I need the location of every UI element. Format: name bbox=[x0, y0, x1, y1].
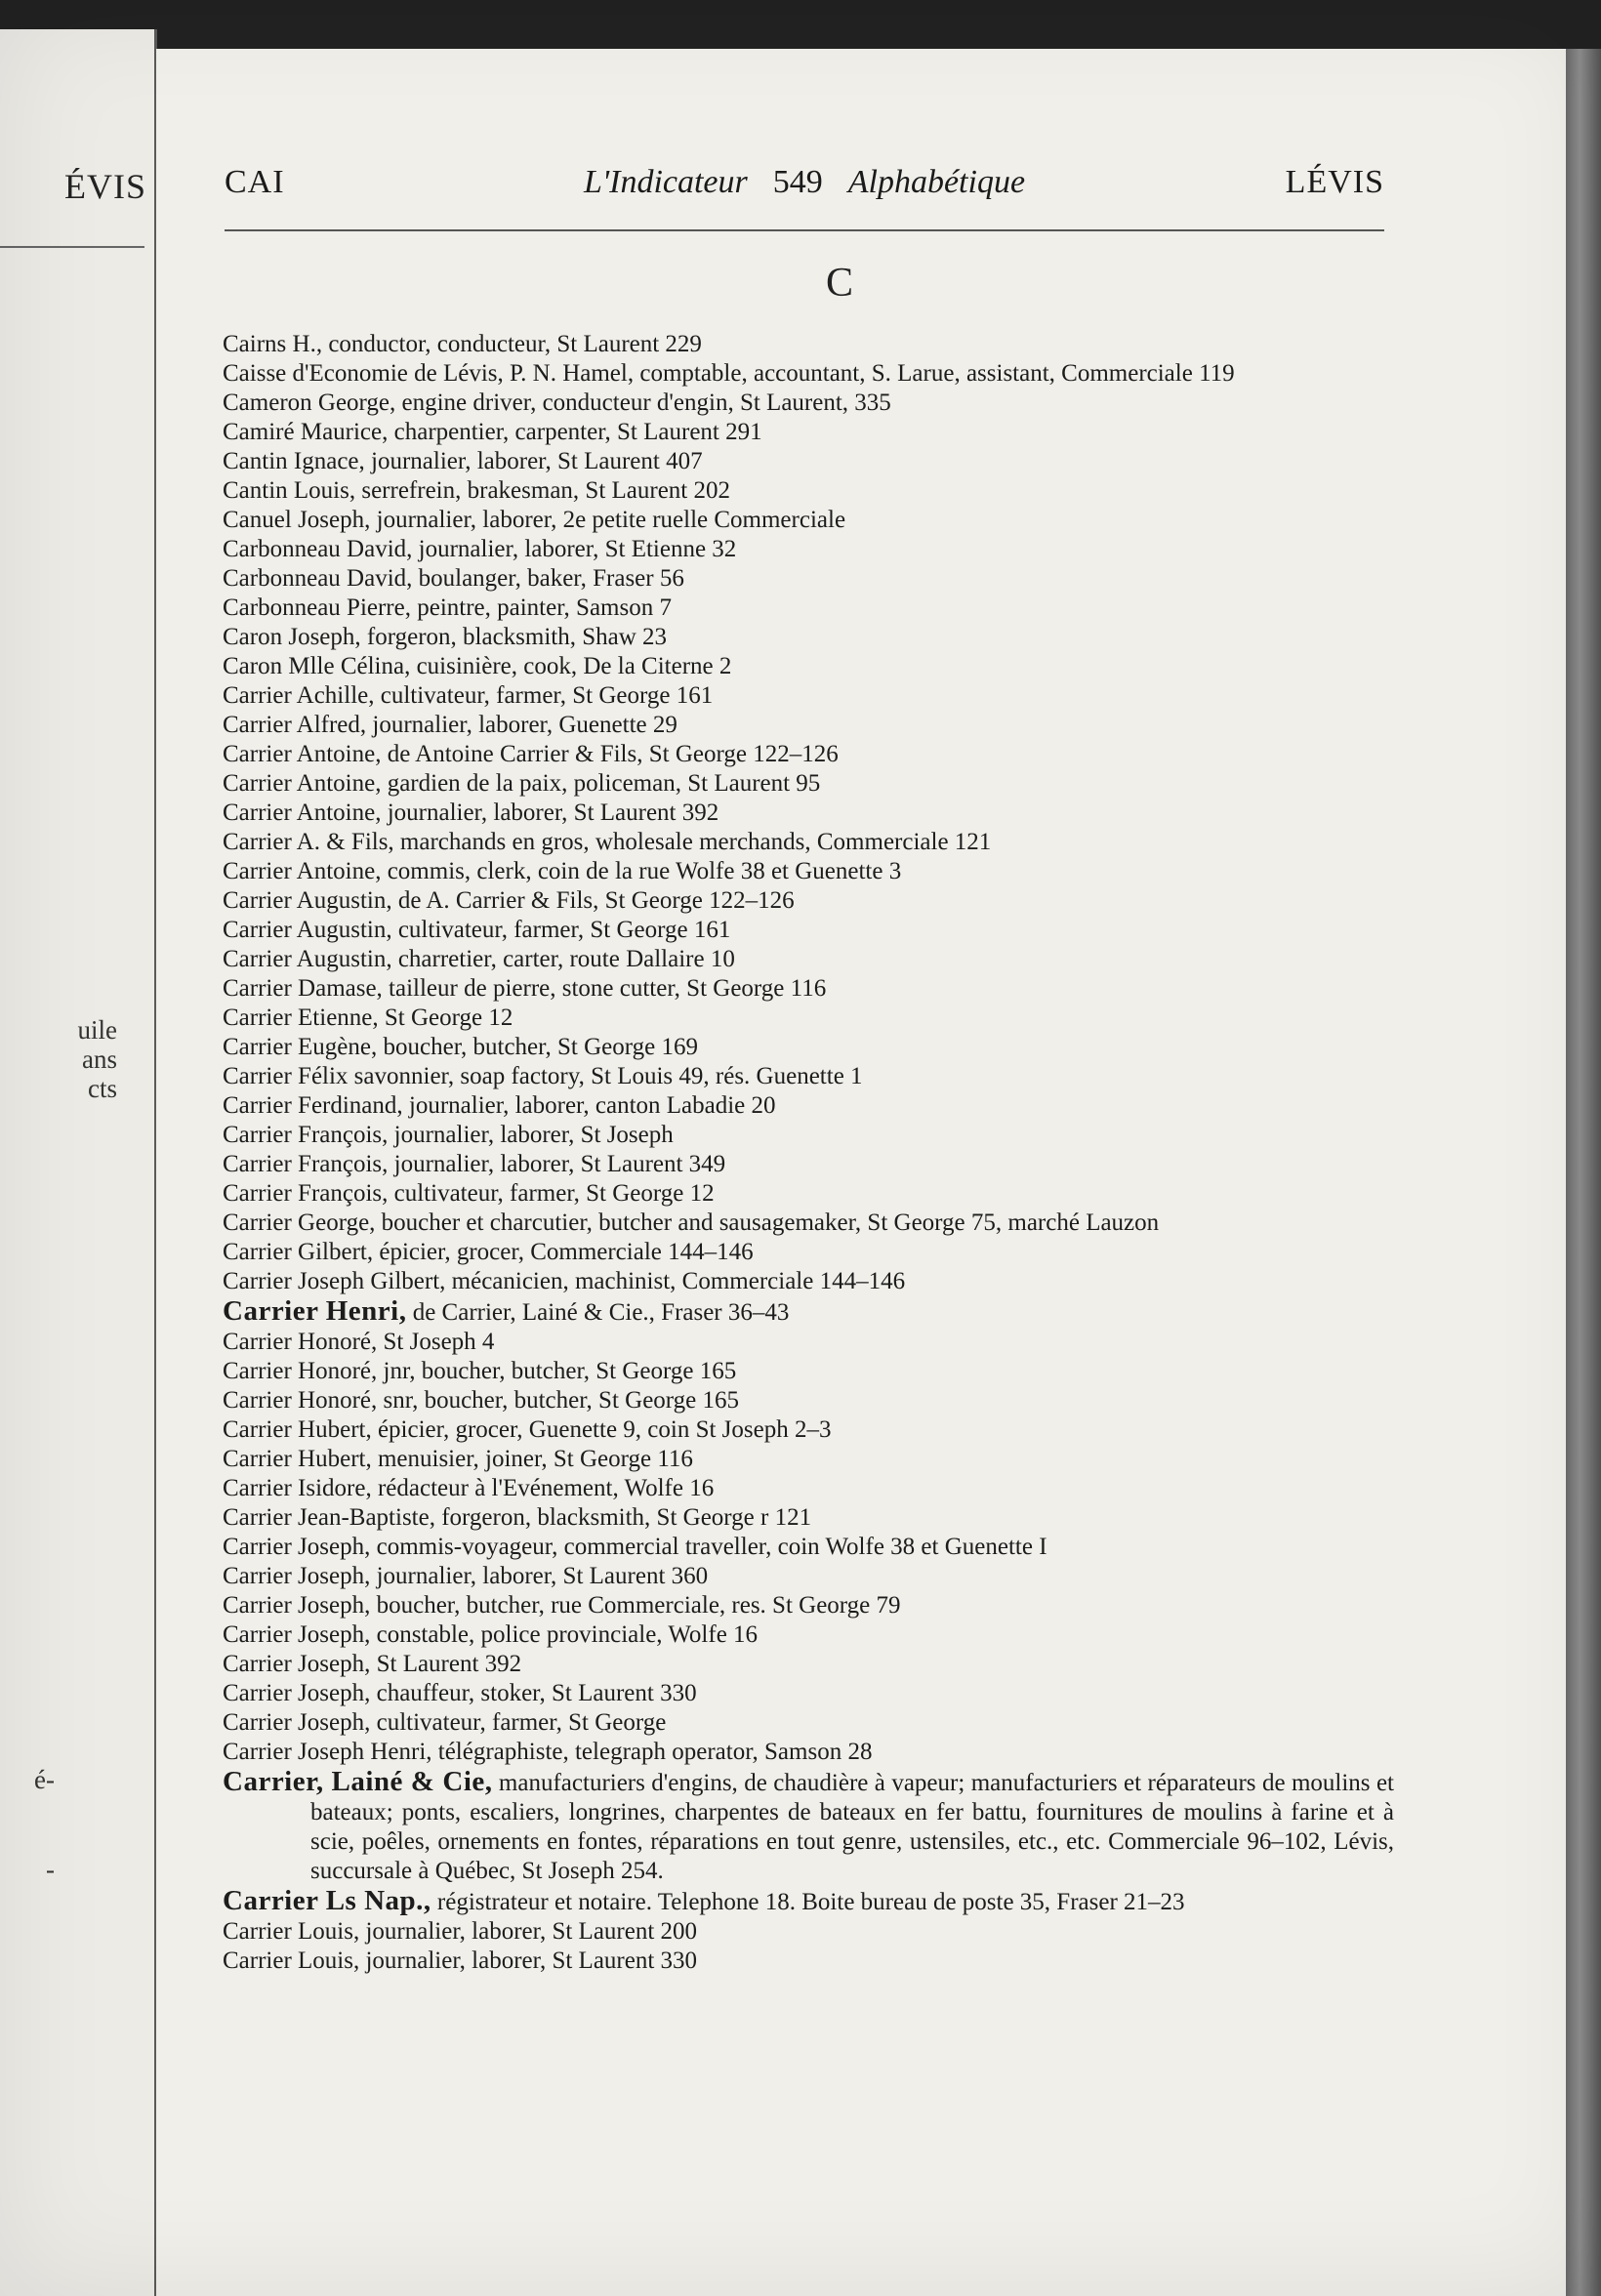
directory-entry bbox=[223, 1503, 1394, 1533]
entry-text: Carrier Félix savonnier, soap factory, St Louis 49, rés. Guenette 1 bbox=[223, 1063, 863, 1089]
directory-entry bbox=[223, 535, 1394, 564]
directory-entry bbox=[223, 623, 1394, 652]
facing-page-fragment: ans bbox=[82, 1045, 117, 1074]
directory-entry bbox=[223, 389, 1394, 418]
entry-text: Carrier Joseph, cultivateur, farmer, St George bbox=[223, 1709, 667, 1736]
directory-entry bbox=[223, 1445, 1394, 1474]
entry-text: Carrier François, journalier, laborer, St Joseph bbox=[223, 1122, 674, 1148]
directory-entry bbox=[223, 447, 1394, 476]
directory-entry bbox=[223, 1886, 1394, 1917]
entry-text: Carrier Gilbert, épicier, grocer, Commerciale 144–146 bbox=[223, 1239, 754, 1265]
entry-bold-name: Carrier Ls Nap., bbox=[223, 1885, 431, 1916]
entry-text: Caron Joseph, forgeron, blacksmith, Shaw 23 bbox=[223, 624, 668, 650]
directory-entry bbox=[223, 1179, 1394, 1209]
directory-entry bbox=[223, 1620, 1394, 1650]
directory-entry bbox=[223, 769, 1394, 799]
directory-entry bbox=[223, 330, 1394, 359]
directory-entry bbox=[223, 1121, 1394, 1150]
entry-text: Camiré Maurice, charpentier, carpenter, St Laurent 291 bbox=[223, 419, 762, 445]
entry-bold-name: Carrier, Lainé & Cie, bbox=[223, 1766, 493, 1797]
entry-text: Cameron George, engine driver, conducteur d'engin, St Laurent, 335 bbox=[223, 390, 891, 416]
directory-entry bbox=[223, 1650, 1394, 1679]
entry-text: Carrier Jean-Baptiste, forgeron, blacksmith, St George r 121 bbox=[223, 1504, 812, 1531]
directory-entry bbox=[223, 1062, 1394, 1091]
directory-entry bbox=[223, 711, 1394, 740]
entry-text: Carrier Hubert, épicier, grocer, Guenette 9, coin St Joseph 2–3 bbox=[223, 1416, 832, 1443]
directory-entry bbox=[223, 857, 1394, 886]
entry-text: Carrier Hubert, menuisier, joiner, St George 116 bbox=[223, 1446, 693, 1472]
entry-text: Carrier Achille, cultivateur, farmer, St George 161 bbox=[223, 682, 714, 709]
directory-entry bbox=[223, 886, 1394, 916]
entry-text: Cantin Ignace, journalier, laborer, St Laurent 407 bbox=[223, 448, 703, 474]
directory-entry bbox=[223, 1767, 1394, 1886]
entry-text: Carrier Isidore, rédacteur à l'Evénement, Wolfe 16 bbox=[223, 1475, 715, 1501]
directory-entry bbox=[223, 359, 1394, 389]
entry-text: Carrier Augustin, de A. Carrier & Fils, St George 122–126 bbox=[223, 887, 795, 914]
directory-entry bbox=[223, 1533, 1394, 1562]
entry-text: Carrier Honoré, St Joseph 4 bbox=[223, 1329, 495, 1355]
directory-entry bbox=[223, 828, 1394, 857]
entry-text: de Carrier, Lainé & Cie., Fraser 36–43 bbox=[406, 1299, 790, 1326]
directory-entry bbox=[223, 799, 1394, 828]
directory-entry bbox=[223, 1357, 1394, 1386]
directory-entry bbox=[223, 1267, 1394, 1296]
header-subtitle: Alphabétique bbox=[847, 164, 1026, 200]
entry-text: Carrier Eugène, boucher, butcher, St George 169 bbox=[223, 1034, 698, 1060]
running-header bbox=[225, 164, 1384, 213]
entry-text: Carbonneau David, boulanger, baker, Fraser 56 bbox=[223, 565, 684, 592]
entry-text: Carbonneau Pierre, peintre, painter, Samson 7 bbox=[223, 594, 672, 621]
directory-entry bbox=[223, 652, 1394, 681]
entry-text: Canuel Joseph, journalier, laborer, 2e petite ruelle Commerciale bbox=[223, 507, 846, 533]
entry-list bbox=[223, 330, 1394, 1976]
entry-text: Caisse d'Economie de Lévis, P. N. Hamel, comptable, accountant, S. Larue, assistant, Commerciale 119 bbox=[223, 360, 1235, 387]
facing-page-fragment: uile bbox=[77, 1015, 117, 1045]
entry-text: Carrier Augustin, charretier, carter, route Dallaire 10 bbox=[223, 946, 735, 972]
entry-text: Carrier Joseph, journalier, laborer, St Laurent 360 bbox=[223, 1563, 709, 1589]
entry-text: Carrier Antoine, journalier, laborer, St Laurent 392 bbox=[223, 800, 719, 826]
directory-entry bbox=[223, 564, 1394, 594]
entry-text: Carrier François, journalier, laborer, St Laurent 349 bbox=[223, 1151, 726, 1177]
entry-text: Carrier George, boucher et charcutier, butcher and sausagemaker, St George 75, marché Lauzon bbox=[223, 1210, 1160, 1236]
directory-entry bbox=[223, 916, 1394, 945]
header-range-left: CAI bbox=[225, 164, 285, 200]
entry-text: Carbonneau David, journalier, laborer, St Etienne 32 bbox=[223, 536, 737, 562]
entry-text: Carrier Alfred, journalier, laborer, Guenette 29 bbox=[223, 712, 677, 738]
entry-text: Carrier Joseph, St Laurent 392 bbox=[223, 1651, 522, 1677]
directory-entry bbox=[223, 1562, 1394, 1591]
entry-text: Carrier Joseph Henri, télégraphiste, telegraph operator, Samson 28 bbox=[223, 1739, 873, 1765]
directory-entry bbox=[223, 1738, 1394, 1767]
directory-entry bbox=[223, 740, 1394, 769]
facing-page-fragment: - bbox=[46, 1855, 55, 1884]
entry-text: Carrier Augustin, cultivateur, farmer, St George 161 bbox=[223, 917, 731, 943]
entry-text: Carrier Antoine, commis, clerk, coin de la rue Wolfe 38 et Guenette 3 bbox=[223, 858, 902, 884]
directory-entry bbox=[223, 945, 1394, 974]
header-title-group bbox=[225, 164, 1384, 201]
header-rule bbox=[225, 229, 1384, 231]
entry-text: Carrier A. & Fils, marchands en gros, wholesale merchands, Commerciale 121 bbox=[223, 829, 992, 855]
directory-entry bbox=[223, 1328, 1394, 1357]
directory-entry bbox=[223, 1209, 1394, 1238]
directory-entry bbox=[223, 974, 1394, 1004]
directory-entry bbox=[223, 1386, 1394, 1415]
entry-text: Carrier Joseph, constable, police provinciale, Wolfe 16 bbox=[223, 1621, 759, 1648]
header-title: L'Indicateur bbox=[583, 164, 748, 200]
directory-entry bbox=[223, 506, 1394, 535]
directory-entry bbox=[223, 1917, 1394, 1947]
directory-entry bbox=[223, 594, 1394, 623]
directory-entry bbox=[223, 1415, 1394, 1445]
directory-entry bbox=[223, 1679, 1394, 1708]
directory-entry bbox=[223, 1474, 1394, 1503]
entry-text: Carrier François, cultivateur, farmer, St George 12 bbox=[223, 1180, 715, 1207]
entry-text: Carrier Louis, journalier, laborer, St Laurent 330 bbox=[223, 1948, 698, 1974]
facing-page-edge bbox=[0, 29, 157, 2296]
page-number: 549 bbox=[772, 164, 823, 200]
entry-text: Carrier Louis, journalier, laborer, St Laurent 200 bbox=[223, 1918, 698, 1945]
directory-entry bbox=[223, 1150, 1394, 1179]
directory-entry bbox=[223, 1947, 1394, 1976]
entry-text: Carrier Honoré, jnr, boucher, butcher, St George 165 bbox=[223, 1358, 737, 1384]
facing-page-rule bbox=[0, 246, 144, 248]
entry-text: Carrier Etienne, St George 12 bbox=[223, 1004, 513, 1031]
directory-entry bbox=[223, 476, 1394, 506]
entry-text: régistrateur et notaire. Telephone 18. Boite bureau de poste 35, Fraser 21–23 bbox=[431, 1889, 1185, 1915]
entry-text: Caron Mlle Célina, cuisinière, cook, De la Citerne 2 bbox=[223, 653, 732, 679]
entry-text: manufacturiers d'engins, de chaudière à vapeur; manufacturiers et réparateurs de moulins et bateaux; ponts, escaliers, longrines, charpentes de bateaux en fer battu, fournitures de moulins à farine et à scie, poêles, ornements en fontes, réparations en tout genre, ustensiles, etc., etc. Commerciale 96–102, Lévis, succursale à Québec, St Joseph 254. bbox=[310, 1770, 1394, 1884]
entry-text: Carrier Joseph, chauffeur, stoker, St Laurent 330 bbox=[223, 1680, 697, 1706]
directory-entry bbox=[223, 681, 1394, 711]
section-letter: C bbox=[825, 261, 853, 306]
book-edge bbox=[1566, 49, 1601, 2296]
directory-entry bbox=[223, 1091, 1394, 1121]
entry-text: Cairns H., conductor, conducteur, St Laurent 229 bbox=[223, 331, 702, 357]
directory-entry bbox=[223, 1033, 1394, 1062]
entry-text: Carrier Joseph Gilbert, mécanicien, machinist, Commerciale 144–146 bbox=[223, 1268, 906, 1294]
entry-text: Carrier Antoine, gardien de la paix, policeman, St Laurent 95 bbox=[223, 770, 821, 797]
entry-text: Carrier Antoine, de Antoine Carrier & Fils, St George 122–126 bbox=[223, 741, 839, 767]
directory-entry bbox=[223, 1296, 1394, 1328]
directory-entry bbox=[223, 1708, 1394, 1738]
entry-text: Cantin Louis, serrefrein, brakesman, St Laurent 202 bbox=[223, 477, 730, 504]
entry-text: Carrier Damase, tailleur de pierre, stone cutter, St George 116 bbox=[223, 975, 827, 1002]
header-town: LÉVIS bbox=[1285, 164, 1384, 200]
facing-page-fragment: cts bbox=[88, 1074, 117, 1103]
directory-page bbox=[156, 49, 1567, 2296]
directory-entry bbox=[223, 418, 1394, 447]
entry-text: Carrier Honoré, snr, boucher, butcher, St George 165 bbox=[223, 1387, 740, 1414]
directory-entry bbox=[223, 1591, 1394, 1620]
facing-page-header: ÉVIS bbox=[64, 167, 146, 206]
entry-text: Carrier Joseph, boucher, butcher, rue Commerciale, res. St George 79 bbox=[223, 1592, 901, 1619]
directory-entry bbox=[223, 1238, 1394, 1267]
directory-entry bbox=[223, 1004, 1394, 1033]
entry-bold-name: Carrier Henri, bbox=[223, 1295, 407, 1327]
facing-page-fragment: é- bbox=[34, 1765, 55, 1794]
entry-text: Carrier Ferdinand, journalier, laborer, canton Labadie 20 bbox=[223, 1092, 776, 1119]
entry-text: Carrier Joseph, commis-voyageur, commercial traveller, coin Wolfe 38 et Guenette I bbox=[223, 1534, 1047, 1560]
